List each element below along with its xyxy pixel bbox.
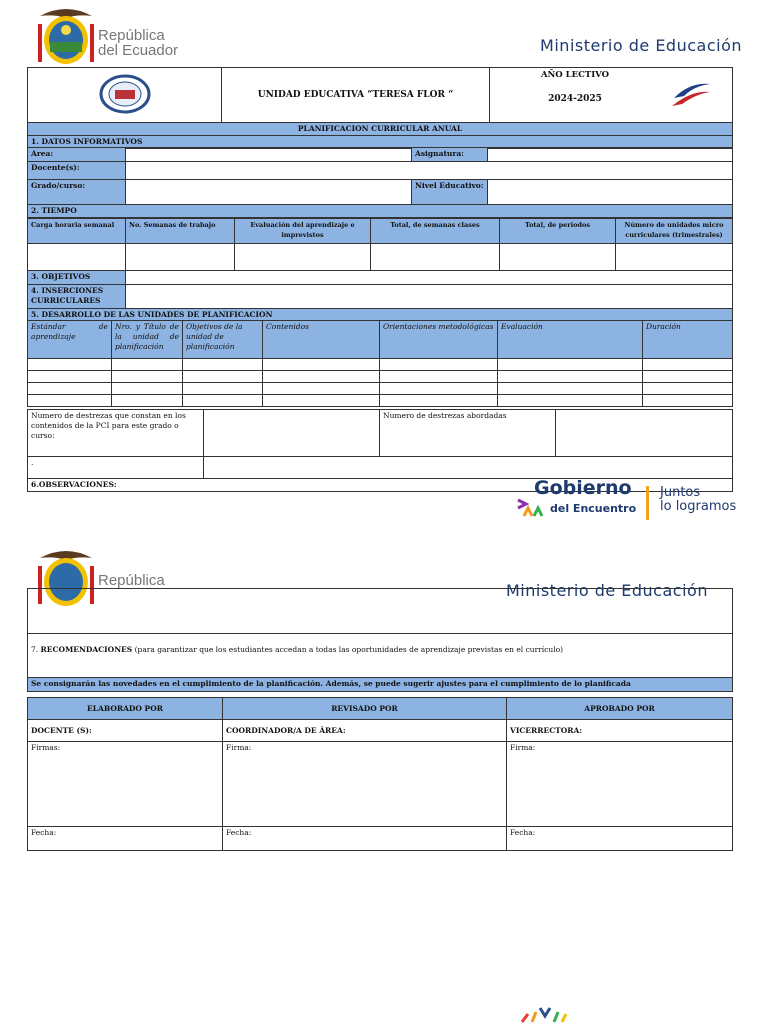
unidad-cell[interactable] (263, 371, 380, 383)
section-tiempo: 2. TIEMPO (28, 205, 733, 218)
gobierno-arrows-icon (516, 494, 546, 522)
unidad-cell[interactable] (112, 371, 183, 383)
firma-field[interactable]: Firma: (223, 742, 507, 827)
unidad-cell[interactable] (498, 383, 643, 395)
school-header-table (27, 67, 733, 123)
dot-cell: . (28, 457, 204, 479)
tiempo-cell[interactable] (126, 244, 235, 271)
unidades-col-5: Evaluación (498, 321, 643, 359)
nivel-label: Nivel Educativo: (412, 180, 488, 205)
inserciones-field[interactable] (126, 285, 733, 309)
revisado-header: REVISADO POR (223, 698, 507, 720)
unidad-cell[interactable] (183, 371, 263, 383)
gobierno-text: Gobierno (534, 477, 632, 499)
tiempo-table (27, 218, 733, 271)
tiempo-col-0: Carga horaria semanal (28, 219, 126, 244)
unidad-cell[interactable] (112, 395, 183, 407)
unidades-col-4: Orientaciones metodológicas (380, 321, 498, 359)
unidad-cell[interactable] (380, 395, 498, 407)
unidad-cell[interactable] (263, 383, 380, 395)
unidades-col-0: Estándar de aprendizaje (28, 321, 112, 359)
unidad-cell[interactable] (643, 395, 733, 407)
objetivos-table (27, 270, 733, 322)
slogan: Juntos lo logramos (660, 485, 737, 514)
novedades-banner: Se consignarán las novedades en el cumplimiento de la planificación. Además, se puede sugerir ajustes para el cumplimiento de lo planificada (28, 678, 733, 692)
tiempo-cell[interactable] (371, 244, 500, 271)
gobierno-subtext: del Encuentro (550, 502, 637, 515)
objetivos-field[interactable] (126, 271, 733, 285)
unidad-cell[interactable] (263, 359, 380, 371)
fecha-field[interactable]: Fecha: (223, 827, 507, 851)
tiempo-cell[interactable] (616, 244, 733, 271)
unidad-cell[interactable] (28, 371, 112, 383)
anio-value: 2024-2025 (548, 94, 602, 104)
unidad-cell[interactable] (380, 371, 498, 383)
ministry-title: Ministerio de Educación (540, 36, 742, 55)
unidad-cell[interactable] (498, 395, 643, 407)
docente-label: Docente(s): (28, 162, 126, 180)
tiempo-col-5: Número de unidades micro curriculares (trimestrales) (616, 219, 733, 244)
section-desarrollo: 5. DESARROLLO DE LAS UNIDADES DE PLANIFICACION (28, 309, 733, 322)
tiempo-col-4: Total, de periodos (500, 219, 616, 244)
aprobado-header: APROBADO POR (507, 698, 733, 720)
unidad-cell[interactable] (28, 359, 112, 371)
fecha-field[interactable]: Fecha: (28, 827, 223, 851)
unidad-cell[interactable] (380, 383, 498, 395)
recomendaciones-text: (para garantizar que los estudiantes accedan a todas las oportunidades de aprendizaje previstas en el currículo) (134, 645, 564, 654)
section-datos: 1. DATOS INFORMATIVOS (28, 136, 733, 149)
tiempo-cell[interactable] (235, 244, 371, 271)
unidad-cell[interactable] (112, 359, 183, 371)
anio-label: AÑO LECTIVO (540, 70, 610, 80)
tiempo-cell[interactable] (28, 244, 126, 271)
planning-table (27, 122, 733, 149)
unidad-cell[interactable] (183, 395, 263, 407)
unidad-cell[interactable] (643, 371, 733, 383)
area-field[interactable] (126, 148, 412, 162)
grado-label: Grado/curso: (28, 180, 126, 205)
unidad-cell[interactable] (498, 359, 643, 371)
nivel-field[interactable] (488, 180, 733, 205)
docente-field[interactable] (126, 162, 733, 180)
destrezas-pci-field[interactable] (204, 410, 380, 457)
destrezas-abordadas-field[interactable] (556, 410, 733, 457)
tiempo-cell[interactable] (500, 244, 616, 271)
unidades-col-2: Objetivos de la unidad de planificación (183, 321, 263, 359)
observaciones-label: 6.OBSERVACIONES: (28, 479, 733, 492)
destrezas-abordadas-label: Numero de destrezas abordadas (380, 410, 556, 457)
vicerrectora-role: VICERRECTORA: (507, 720, 733, 742)
tiempo-col-1: No. Semanas de trabajo (126, 219, 235, 244)
unidad-cell[interactable] (643, 383, 733, 395)
destrezas-pci-label: Numero de destrezas que constan en los contenidos de la PCI para este grado o curso: (28, 410, 204, 457)
page2-top-table (27, 588, 733, 692)
unidades-col-6: Duración (643, 321, 733, 359)
coat-of-arms-icon (34, 4, 98, 66)
docente-role: DOCENTE (S): (28, 720, 223, 742)
unidad-cell[interactable] (498, 371, 643, 383)
coordinador-role: COORDINADOR/A DE ÁREA: (223, 720, 507, 742)
republica-text-2: República (98, 572, 165, 589)
firmas-field[interactable]: Firmas: (28, 742, 223, 827)
gobierno-divider (646, 486, 649, 520)
unidad-cell[interactable] (263, 395, 380, 407)
unidad-cell[interactable] (643, 359, 733, 371)
fecha-field[interactable]: Fecha: (507, 827, 733, 851)
unidad-cell[interactable] (380, 359, 498, 371)
grado-field[interactable] (126, 180, 412, 205)
republica-text: República del Ecuador (98, 27, 179, 59)
unidad-cell[interactable] (112, 383, 183, 395)
coat-of-arms-header-2 (34, 546, 104, 586)
tiempo-col-2: Evaluación del aprendizaje e imprevistos (235, 219, 371, 244)
school-logo-cell (28, 68, 222, 123)
anio-lectivo-cell (490, 68, 733, 123)
page2-observaciones-field[interactable] (28, 589, 733, 634)
ministry-title-2: Ministerio de Educación (506, 581, 708, 600)
recomendaciones-label: RECOMENDACIONES (40, 645, 133, 654)
plan-title: PLANIFICACION CURRICULAR ANUAL (28, 123, 733, 136)
objetivos-label: 3. OBJETIVOS (28, 271, 126, 285)
datos-table (27, 147, 733, 218)
flag-swoosh-icon (670, 80, 712, 108)
elaborado-header: ELABORADO POR (28, 698, 223, 720)
firma-field[interactable]: Firma: (507, 742, 733, 827)
unidad-cell[interactable] (183, 359, 263, 371)
unidades-table (27, 320, 733, 407)
area-label: Area: (28, 148, 126, 162)
extra-field[interactable] (204, 457, 733, 479)
firmas-table (27, 697, 733, 851)
tiempo-col-3: Total, de semanas clases (371, 219, 500, 244)
asignatura-label: Asignatura: (412, 148, 488, 162)
gobierno-partial-icon (520, 1004, 570, 1024)
unidades-col-3: Contenidos (263, 321, 380, 359)
school-name: UNIDAD EDUCATIVA “TERESA FLOR “ (222, 68, 490, 123)
unidad-cell[interactable] (28, 383, 112, 395)
school-seal-icon (99, 73, 151, 115)
unidad-cell[interactable] (28, 395, 112, 407)
unidad-cell[interactable] (183, 383, 263, 395)
inserciones-label: 4. INSERCIONES CURRICULARES (28, 285, 126, 309)
recomendaciones-row: 7. RECOMENDACIONES (para garantizar que los estudiantes accedan a todas las oportunidades de aprendizaje previstas en el currículo) (28, 634, 733, 678)
unidades-col-1: Nro. y Título de la unidad de planificación (112, 321, 183, 359)
asignatura-field[interactable] (488, 148, 733, 162)
